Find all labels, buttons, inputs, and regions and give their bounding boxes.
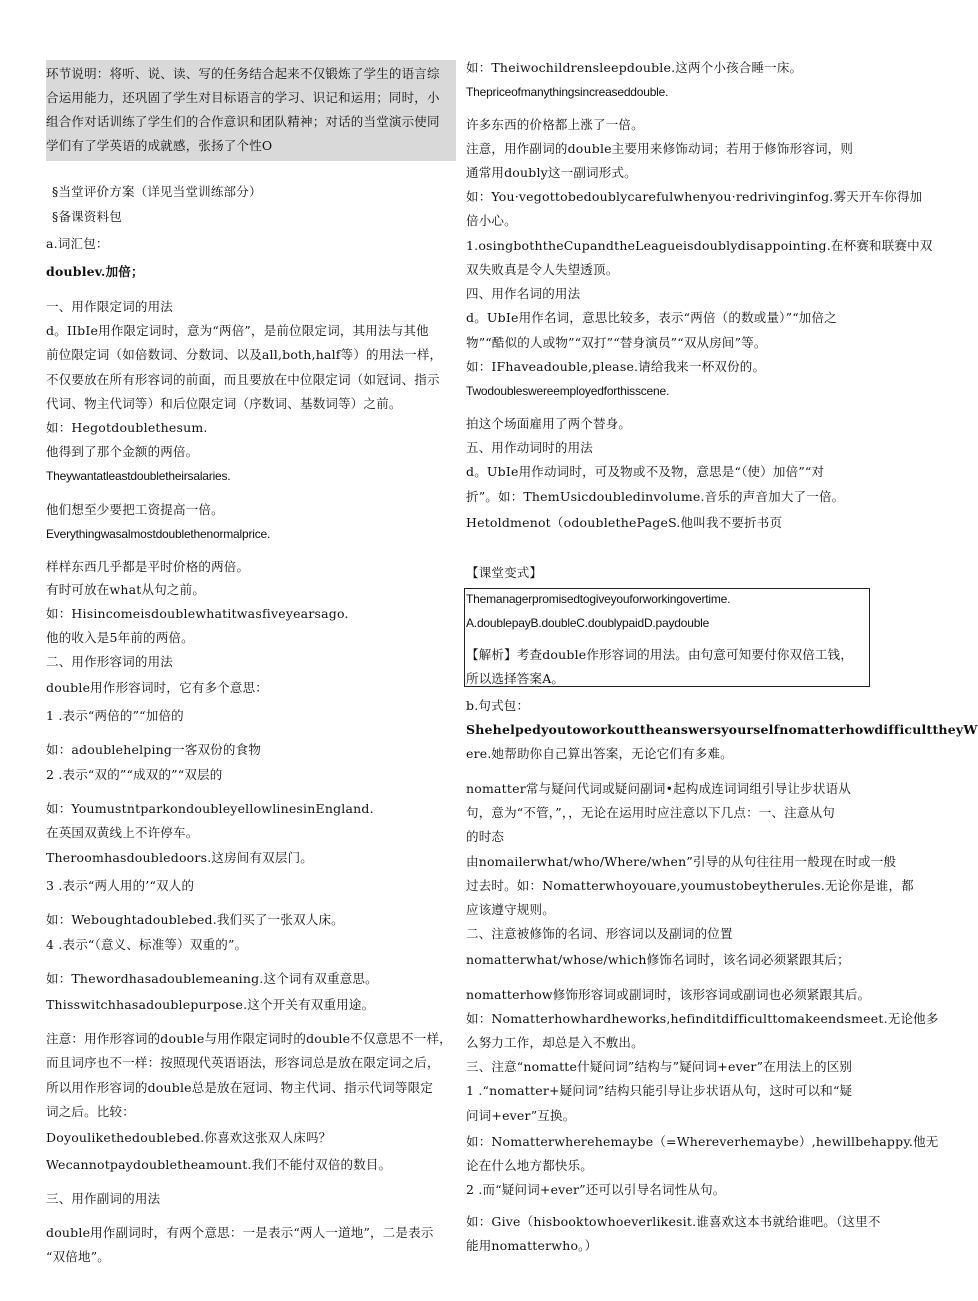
- left-line: “双倍地”。: [46, 1249, 110, 1264]
- right-line: 折”。如：ThemUsicdoubledinvolume.音乐的声音加大了一倍。: [466, 489, 845, 504]
- right-line: ere.她帮助你自己算出答案，无论它们有多难。: [466, 746, 733, 761]
- left-line: 有时可放在what从句之前。: [46, 582, 206, 597]
- right-line: ShehelpedyoutoworkouttheanswersyourselfnomatterhowdifficulttheyW: [466, 722, 978, 737]
- right-line: 倍小心。: [466, 213, 517, 228]
- left-line: Doyoulikethedoublebed.你喜欢这张双人床吗？: [46, 1130, 332, 1145]
- right-line: 的时态: [466, 829, 505, 844]
- left-line: 3 .表示“两人用的’“双人的: [46, 878, 195, 893]
- left-line: 不仅要放在所有形容词的前面，而且要放在中位限定词（如冠词、指示: [46, 372, 440, 387]
- left-line: 如：Thewordhasadoublemeaning.这个词有双重意思。: [46, 971, 378, 986]
- right-line: d。UbIe用作名词，意思比较多，表示“两倍（的数或量）”“加倍之: [466, 310, 837, 325]
- right-line: 1 .“nomatter+疑问词”结构只能引导让步状语从句，这时可以和“疑: [466, 1083, 853, 1098]
- left-line: 2 .表示“双的”“成双的”“双层的: [46, 767, 223, 782]
- right-line: 通常用doubly这一副词形式。: [466, 165, 637, 180]
- right-line: 能用nomatterwho。）: [466, 1238, 598, 1253]
- left-line: 合运用能力，还巩固了学生对目标语言的学习、识记和运用；同时，小: [46, 90, 440, 105]
- left-line: 一、用作限定词的用法: [46, 299, 174, 314]
- right-line: 五、用作动词时的用法: [466, 440, 594, 455]
- left-line: 4 .表示“（意义、标准等）双重的”。: [46, 937, 248, 952]
- left-line: 1 .表示“两倍的”“加倍的: [46, 708, 184, 723]
- right-line: 所以选择答案A。: [466, 671, 565, 686]
- right-line: 句，意为“不管，”，，无论在运用时应注意以下几点：一、注意从句: [466, 805, 835, 820]
- left-line: d。IIbIe用作限定词时，意为“两倍”，是前位限定词，其用法与其他: [46, 323, 429, 338]
- right-line: 应该遵守规则。: [466, 902, 555, 917]
- right-line: d。UbIe用作动词时，可及物或不及物，意思是“（使）加倍”“对: [466, 464, 825, 479]
- right-line: Twodoubleswereemployedforthisscene.: [466, 384, 670, 398]
- left-line: doublev.加倍；: [46, 264, 144, 279]
- left-line: 如：adoublehelping一客双份的食物: [46, 742, 262, 757]
- left-line: Theywantatleastdoubletheirsalaries.: [46, 469, 231, 483]
- right-line: 论在什么地方都快乐。: [466, 1158, 594, 1173]
- left-line: Theroomhasdoubledoors.这房间有双层门。: [46, 850, 313, 865]
- left-line: 他得到了那个金额的两倍。: [46, 444, 199, 459]
- left-line: 而且词序也不一样：按照现代英语语法，形容词总是放在限定词之后，: [46, 1055, 440, 1070]
- left-line: 组合作对话训练了学生们的合作意识和团队精神；对话的当堂演示使同: [46, 114, 440, 129]
- right-line: 【解析】考查double作形容词的用法。由句意可知要付你双倍工钱，: [466, 647, 854, 662]
- left-line: §当堂评价方案（详见当堂训练部分）: [52, 184, 262, 199]
- right-line: b.句式包：: [466, 698, 530, 713]
- left-line: 注意：用作形容词的double与用作限定词时的double不仅意思不一样，: [46, 1031, 452, 1046]
- left-line: 如：Weboughtadoublebed.我们买了一张双人床。: [46, 912, 344, 927]
- left-line: double用作形容词时，它有多个意思：: [46, 680, 268, 695]
- left-line: 代词、物主代词等）和后位限定词（序数词、基数词等）之前。: [46, 396, 402, 411]
- left-line: a.词汇包：: [46, 236, 109, 251]
- right-line: 如：Nomatterhowhardheworks,hefinditdifficulttomakeendsmeet.无论他多: [466, 1011, 939, 1026]
- left-line: 样样东西几乎都是平时价格的两倍。: [46, 559, 250, 574]
- left-line: 学们有了学英语的成就感，张扬了个性O: [46, 138, 273, 153]
- left-line: 环节说明：将听、说、读、写的任务结合起来不仅锻炼了学生的语言综: [46, 66, 440, 81]
- right-line: 二、注意被修饰的名词、形容词以及副词的位置: [466, 926, 733, 941]
- right-line: 2 .而“疑问词+ever”还可以引导名词性从句。: [466, 1182, 726, 1197]
- left-line: double用作副词时，有两个意思：一是表示“两人一道地”，二是表示: [46, 1225, 434, 1240]
- right-line: 三、注意“nomatte什疑问词”结构与”疑问词+ever”在用法上的区别: [466, 1059, 853, 1074]
- right-line: 么努力工作，却总是入不敷出。: [466, 1035, 644, 1050]
- right-line: 如：Theiwochildrensleepdouble.这两个小孩合睡一床。: [466, 60, 803, 75]
- right-line: 双失败真是令人失望透顶。: [466, 262, 619, 277]
- right-line: 如：You·vegottobedoublycarefulwhenyou·redrivinginfog.雾天开车你得加: [466, 189, 923, 204]
- left-line: 他的收入是5年前的两倍。: [46, 630, 194, 645]
- right-line: 四、用作名词的用法: [466, 286, 581, 301]
- right-line: 许多东西的价格都上涨了一倍。: [466, 117, 644, 132]
- left-line: 所以用作形容词的double总是放在冠词、物主代词、指示代词等限定: [46, 1080, 434, 1095]
- left-line: 他们想至少要把工资提高一倍。: [46, 502, 224, 517]
- left-line: 如：Hegotdoublethesum.: [46, 420, 208, 435]
- left-line: §备课资料包: [52, 209, 122, 224]
- right-line: nomatterwhat/whose/which修饰名词时，该名词必须紧跟其后；: [466, 952, 850, 967]
- right-line: Themanagerpromisedtogiveyouforworkingovertime.: [466, 592, 731, 606]
- right-line: nomatter常与疑问代词或疑问副词•起构成连词词组引导让步状语从: [466, 781, 851, 796]
- right-line: 问词+ever”互换。: [466, 1108, 576, 1123]
- left-line: 二、用作形容词的用法: [46, 654, 174, 669]
- left-line: 如：YoumustntparkondoubleyellowlinesinEngland.: [46, 801, 374, 816]
- right-line: 物”“酷似的人或物”“双打”“替身演员”“双从房间”等。: [466, 335, 767, 350]
- right-line: Thepriceofmanythingsincreaseddouble.: [466, 85, 669, 99]
- right-line: Hetoldmenot（odoublethePageS.他叫我不要折书页: [466, 515, 783, 530]
- right-line: 由nomailerwhat/who/Where/when”引导的从句往往用一般现在时或一般: [466, 854, 897, 869]
- right-line: 如：IFhaveadouble,please.请给我来一杯双份的。: [466, 359, 766, 374]
- right-line: 【课堂变式】: [466, 565, 543, 580]
- right-line: nomatterhow修饰形容词或副词时，该形容词或副词也必须紧跟其后。: [466, 987, 871, 1002]
- right-line: A.doublepayB.doubleC.doublypaidD.paydouble: [466, 616, 710, 630]
- left-line: 在英国双黄线上不许停车。: [46, 825, 199, 840]
- right-line: 过去时。如：Nomatterwhoyouare,youmustobeytherules.无论你是谁，都: [466, 878, 914, 893]
- right-line: 1.osingboththeCupandtheLeagueisdoublydisappointing.在杯赛和联赛中双: [466, 238, 933, 253]
- left-line: Everythingwasalmostdoublethenormalprice.: [46, 527, 271, 541]
- left-line: 三、用作副词的用法: [46, 1191, 161, 1206]
- left-line: Wecannotpaydoubletheamount.我们不能付双倍的数目。: [46, 1157, 392, 1172]
- right-line: 拍这个场面雇用了两个替身。: [466, 416, 632, 431]
- right-line: 如：Nomatterwherehemaybe（=Whereverhemaybe）,hewillbehappy.他无: [466, 1134, 939, 1149]
- left-line: 如：Hisincomeisdoublewhatitwasfiveyearsago.: [46, 606, 349, 621]
- left-line: Thisswitchhasadoublepurpose.这个开关有双重用途。: [46, 997, 375, 1012]
- left-line: 词之后。比较：: [46, 1104, 135, 1119]
- right-line: 如：Give（hisbooktowhoeverlikesit.谁喜欢这本书就给谁吧。（这里不: [466, 1214, 881, 1229]
- left-line: 前位限定词（如倍数词、分数词、以及all,both,half等）的用法一样，: [46, 347, 443, 362]
- right-line: 注意，用作副词的double主要用来修饰动词；若用于修饰形容词，则: [466, 141, 854, 156]
